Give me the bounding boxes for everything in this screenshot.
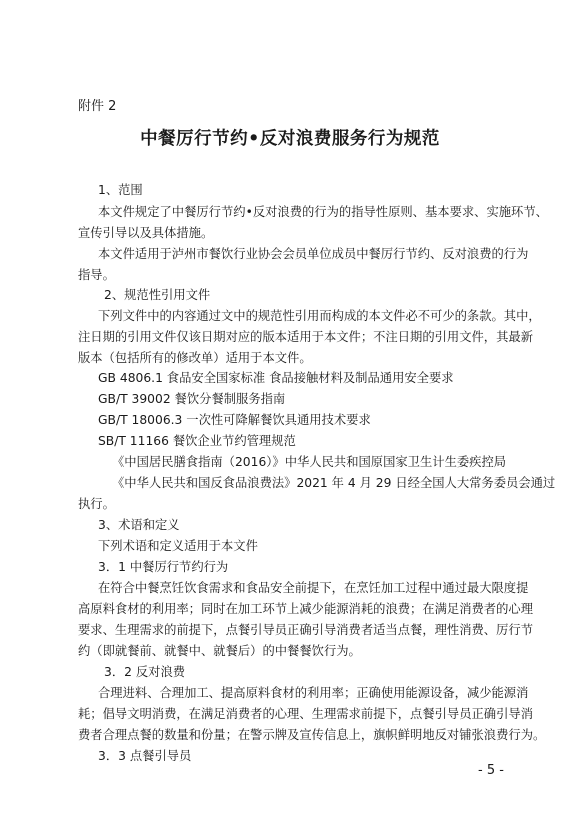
- paragraph-line: 执行。: [78, 497, 115, 511]
- page-number: - 5 -: [478, 763, 504, 778]
- paragraph-line: 合理进料、合理加工、提高原料食材的利用率；正确使用能源设备，减少能源消: [98, 686, 529, 700]
- paragraph-line: 注日期的引用文件仅该日期对应的版本适用于本文件；不注日期的引用文件，其最新: [78, 330, 533, 344]
- reference-item: GB/T 39002 餐饮分餐制服务指南: [98, 392, 286, 406]
- paragraph-line: 耗；倡导文明消费，在满足消费者的心理、生理需求前提下，点餐引导员正确引导消: [78, 707, 533, 721]
- reference-item: GB 4806.1 食品安全国家标准 食品接触材料及制品通用安全要求: [98, 371, 454, 385]
- paragraph-line: 在符合中餐烹饪饮食需求和食品安全前提下，在烹饪加工过程中通过最大限度提: [98, 581, 529, 595]
- subsection-heading: 3．2 反对浪费: [104, 665, 186, 679]
- paragraph-line: 本文件规定了中餐厉行节约•反对浪费的行为的指导性原则、基本要求、实施环节、: [98, 205, 548, 219]
- paragraph-line: 指导。: [78, 268, 115, 282]
- paragraph-line: 下列术语和定义适用于本文件: [98, 539, 258, 553]
- paragraph-line: 版本（包括所有的修改单）适用于本文件。: [78, 351, 312, 365]
- reference-item: SB/T 11166 餐饮企业节约管理规范: [98, 434, 296, 448]
- paragraph-line: 费者合理点餐的数量和份量；在警示牌及宣传信息上，旗帜鲜明地反对铺张浪费行为。: [78, 728, 546, 742]
- section-heading-references: 2、规范性引用文件: [104, 288, 211, 302]
- subsection-heading: 3．1 中餐厉行节约行为: [98, 560, 229, 574]
- paragraph-line: 本文件适用于泸州市餐饮行业协会会员单位成员中餐厉行节约、反对浪费的行为: [98, 247, 529, 261]
- reference-item: GB/T 18006.3 一次性可降解餐饮具通用技术要求: [98, 413, 371, 427]
- paragraph-line: 约（即就餐前、就餐中、就餐后）的中餐餐饮行为。: [78, 644, 361, 658]
- reference-item: 《中国居民膳食指南（2016）》中华人民共和国原国家卫生计生委疾控局: [112, 455, 507, 469]
- section-heading-scope: 1、范围: [98, 183, 143, 197]
- paragraph-line: 下列文件中的内容通过文中的规范性引用而构成的本文件必不可少的条款。其中，: [98, 309, 541, 323]
- reference-item: 《中华人民共和国反食品浪费法》2021 年 4 月 29 日经全国人大常务委员会通过: [112, 476, 556, 490]
- subsection-heading: 3．3 点餐引导员: [98, 749, 192, 763]
- attachment-label: 附件 2: [78, 99, 117, 114]
- paragraph-line: 宣传引导以及具体措施。: [78, 226, 214, 240]
- document-title: 中餐厉行节约•反对浪费服务行为规范: [140, 129, 440, 149]
- paragraph-line: 高原料食材的利用率；同时在加工环节上减少能源消耗的浪费；在满足消费者的心理: [78, 602, 533, 616]
- section-heading-terms: 3、术语和定义: [98, 518, 180, 532]
- paragraph-line: 要求、生理需求的前提下，点餐引导员正确引导消费者适当点餐，理性消费、厉行节: [78, 623, 533, 637]
